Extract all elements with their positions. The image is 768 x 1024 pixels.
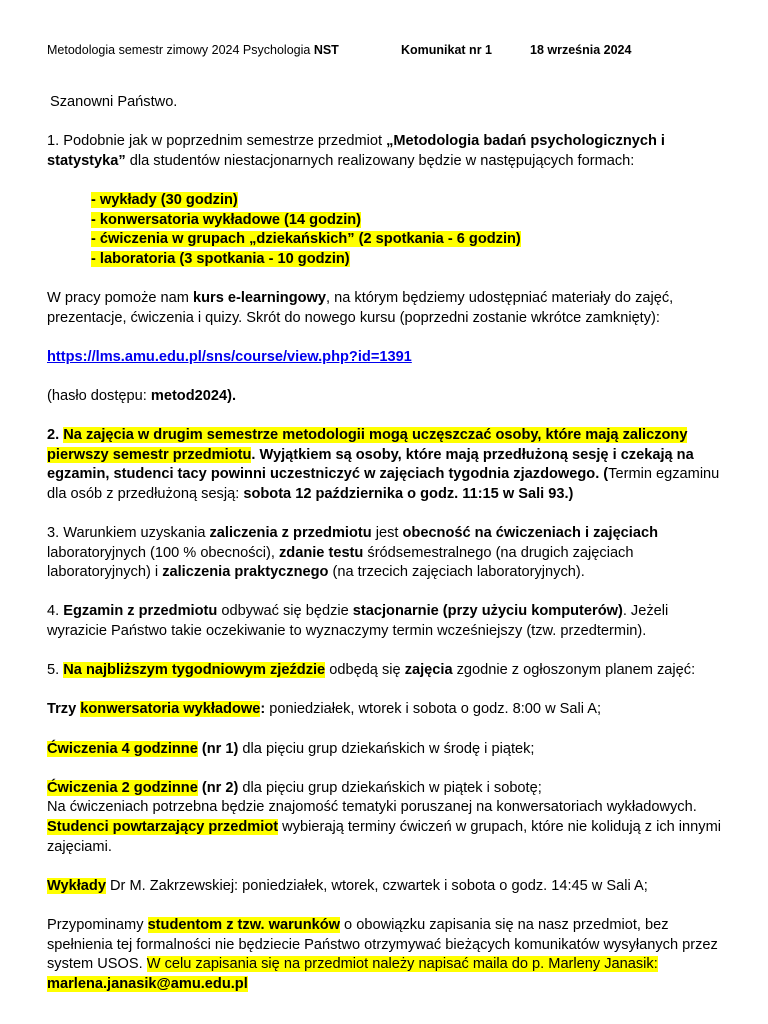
s1-course-name: „Metodologia badań psychologicznych i statystyka” (47, 133, 665, 169)
exercises-2h-line (47, 779, 727, 799)
header-notice: Komunikat nr 1 (401, 43, 492, 57)
elearn-course: kurs e-learningowy (193, 289, 327, 306)
reminder-paragraph (47, 916, 727, 994)
s3-text-e: laboratoryjnych (100 % obecności), (47, 544, 279, 561)
list-item (91, 250, 727, 270)
forms-list (47, 191, 727, 269)
form-exercises: - ćwiczenia w grupach „dziekańskich” (2 spotkania - 6 godzin) (91, 231, 521, 248)
s3-text-i: (na trzecich zajęciach laboratoryjnych). (328, 564, 585, 581)
s3-bold-h: zaliczenia praktycznego (162, 564, 329, 581)
document-body (47, 93, 727, 994)
section-3 (47, 524, 727, 583)
password-value: metod2024). (150, 387, 237, 404)
s5-text-b: odbędą się (325, 662, 405, 679)
header-course-text: Metodologia semestr zimowy 2024 Psychologia (47, 43, 311, 57)
conversatoria-line (47, 700, 727, 720)
password-label: (hasło dostępu: (47, 387, 151, 404)
s5-number: 5. (47, 662, 64, 679)
header-course-bold: NST (313, 43, 339, 57)
cw2-number: (nr 2) (197, 779, 239, 796)
remind-text-a: Przypominamy (47, 916, 148, 933)
cw2-highlight: Ćwiczenia 2 godzinne (47, 779, 198, 796)
remind-instruction: W celu zapisania się na przedmiot należy napisać maila do p. Marleny Janasik: (146, 956, 658, 973)
s2-bold: . Wyjątkiem są osoby, które mają przedłużoną sesję i czekają na egzamin, studenci tacy powinni uczestniczyć w zajęciach tygodnia zjazdowego. ( (47, 446, 694, 483)
elearn-text-a: W pracy pomoże nam (47, 289, 193, 306)
konw-highlight: konwersatoria wykładowe (80, 701, 261, 718)
form-conversatoria: - konwersatoria wykładowe (14 godzin) (91, 211, 362, 228)
cw4-highlight: Ćwiczenia 4 godzinne (47, 740, 198, 757)
remind-text-b: o obowiązku zapisania się na nasz przedmiot, bez spełnienia tej formalności nie będziecie Państwo otrzymywać bieżących komunikatów wysyłanych przez system USOS. (47, 916, 718, 973)
s3-bold-d: obecność na ćwiczeniach i zajęciach (402, 525, 658, 542)
s3-text-a: 3. Warunkiem uzyskania (47, 525, 210, 542)
wyk-schedule: Dr M. Zakrzewskiej: poniedziałek, wtorek, czwartek i sobota o godz. 14:45 w Sali A; (105, 877, 648, 894)
section-5 (47, 661, 727, 681)
s4-text-e: . Jeżeli wyrazicie Państwo takie oczekiwanie to wyznaczymy termin wcześniejszy (tzw. przedtermin). (47, 603, 669, 640)
s4-number: 4. (47, 603, 64, 620)
list-item (91, 191, 727, 211)
s5-text-d: zgodnie z ogłoszonym planem zajęć: (452, 662, 696, 679)
cw2-schedule: dla pięciu grup dziekańskich w piątek i sobotę; (238, 779, 542, 796)
section-4 (47, 602, 727, 641)
password-line (47, 387, 727, 407)
remind-highlight: studentom z tzw. warunków (147, 916, 340, 933)
course-link-line (47, 348, 727, 368)
form-lectures: - wykłady (30 godzin) (91, 191, 238, 208)
konw-text-a: Trzy (47, 701, 81, 718)
s2-highlight: Na zajęcia w drugim semestrze metodologii mogą uczęszczać osoby, które mają zaliczony pierwszy semestr przedmiotu (47, 427, 688, 463)
course-link[interactable]: https://lms.amu.edu.pl/sns/course/view.php?id=1391 (47, 348, 412, 365)
cw4-number: (nr 1) (197, 740, 239, 757)
s3-bold-f: zdanie testu (279, 544, 364, 561)
s5-highlight: Na najbliższym tygodniowym zjeździe (63, 662, 326, 679)
cw4-schedule: dla pięciu grup dziekańskich w środę i piątek; (238, 740, 535, 757)
header-date: 18 września 2024 (530, 43, 632, 57)
s4-bold-b: Egzamin z przedmiotu (63, 603, 218, 620)
lectures-line (47, 877, 727, 897)
s2-text: Termin egzaminu dla osób z przedłużoną sesją: (47, 466, 720, 502)
cw2-note-end: wybierają terminy ćwiczeń w grupach, które nie kolidują z ich innymi zajęciami. (47, 818, 721, 855)
greeting: Szanowni Państwo. (50, 94, 178, 110)
s2-number: 2. (47, 427, 64, 444)
konw-colon: : (260, 701, 266, 718)
s3-text-c: jest (371, 525, 403, 542)
wyk-highlight: Wykłady (47, 877, 106, 894)
s4-text-c: odbywać się będzie (217, 603, 353, 620)
s2-exam-date: sobota 12 października o godz. 11:15 w Sali 93.) (243, 485, 574, 502)
list-item (91, 230, 727, 250)
cw2-repeaters: Studenci powtarzający przedmiot (47, 818, 279, 835)
elearning-paragraph (47, 289, 727, 328)
list-item (91, 211, 727, 231)
s1-text-a: 1. Podobnie jak w poprzednim semestrze przedmiot (47, 133, 387, 150)
elearn-text-c: , na którym będziemy udostępniać materiały do zajęć, prezentacje, ćwiczenia i quizy. Skrót do nowego kursu (poprzedni zostanie wkrótce zamknięty): (47, 289, 674, 326)
section-2 (47, 426, 727, 504)
section-1 (47, 132, 727, 171)
exercises-4h-line (47, 740, 727, 760)
cw2-note: Na ćwiczeniach potrzebna będzie znajomość tematyki poruszanej na konwersatoriach wykładowych. (47, 799, 697, 816)
konw-schedule: poniedziałek, wtorek i sobota o godz. 8:00 w Sali A; (265, 701, 602, 718)
s3-bold-b: zaliczenia z przedmiotu (209, 525, 372, 542)
contact-email[interactable]: marlena.janasik@amu.edu.pl (47, 975, 248, 992)
s1-text-c: dla studentów niestacjonarnych realizowany będzie w następujących formach: (125, 152, 635, 169)
s4-bold-d: stacjonarnie (przy użyciu komputerów) (352, 603, 623, 620)
header-course (47, 43, 339, 57)
form-labs: - laboratoria (3 spotkania - 10 godzin) (91, 250, 350, 267)
s3-text-g: śródsemestralnego (na drugich zajęciach laboratoryjnych) i (47, 544, 634, 581)
s5-bold-c: zajęcia (404, 662, 453, 679)
exercises-note (47, 798, 727, 857)
